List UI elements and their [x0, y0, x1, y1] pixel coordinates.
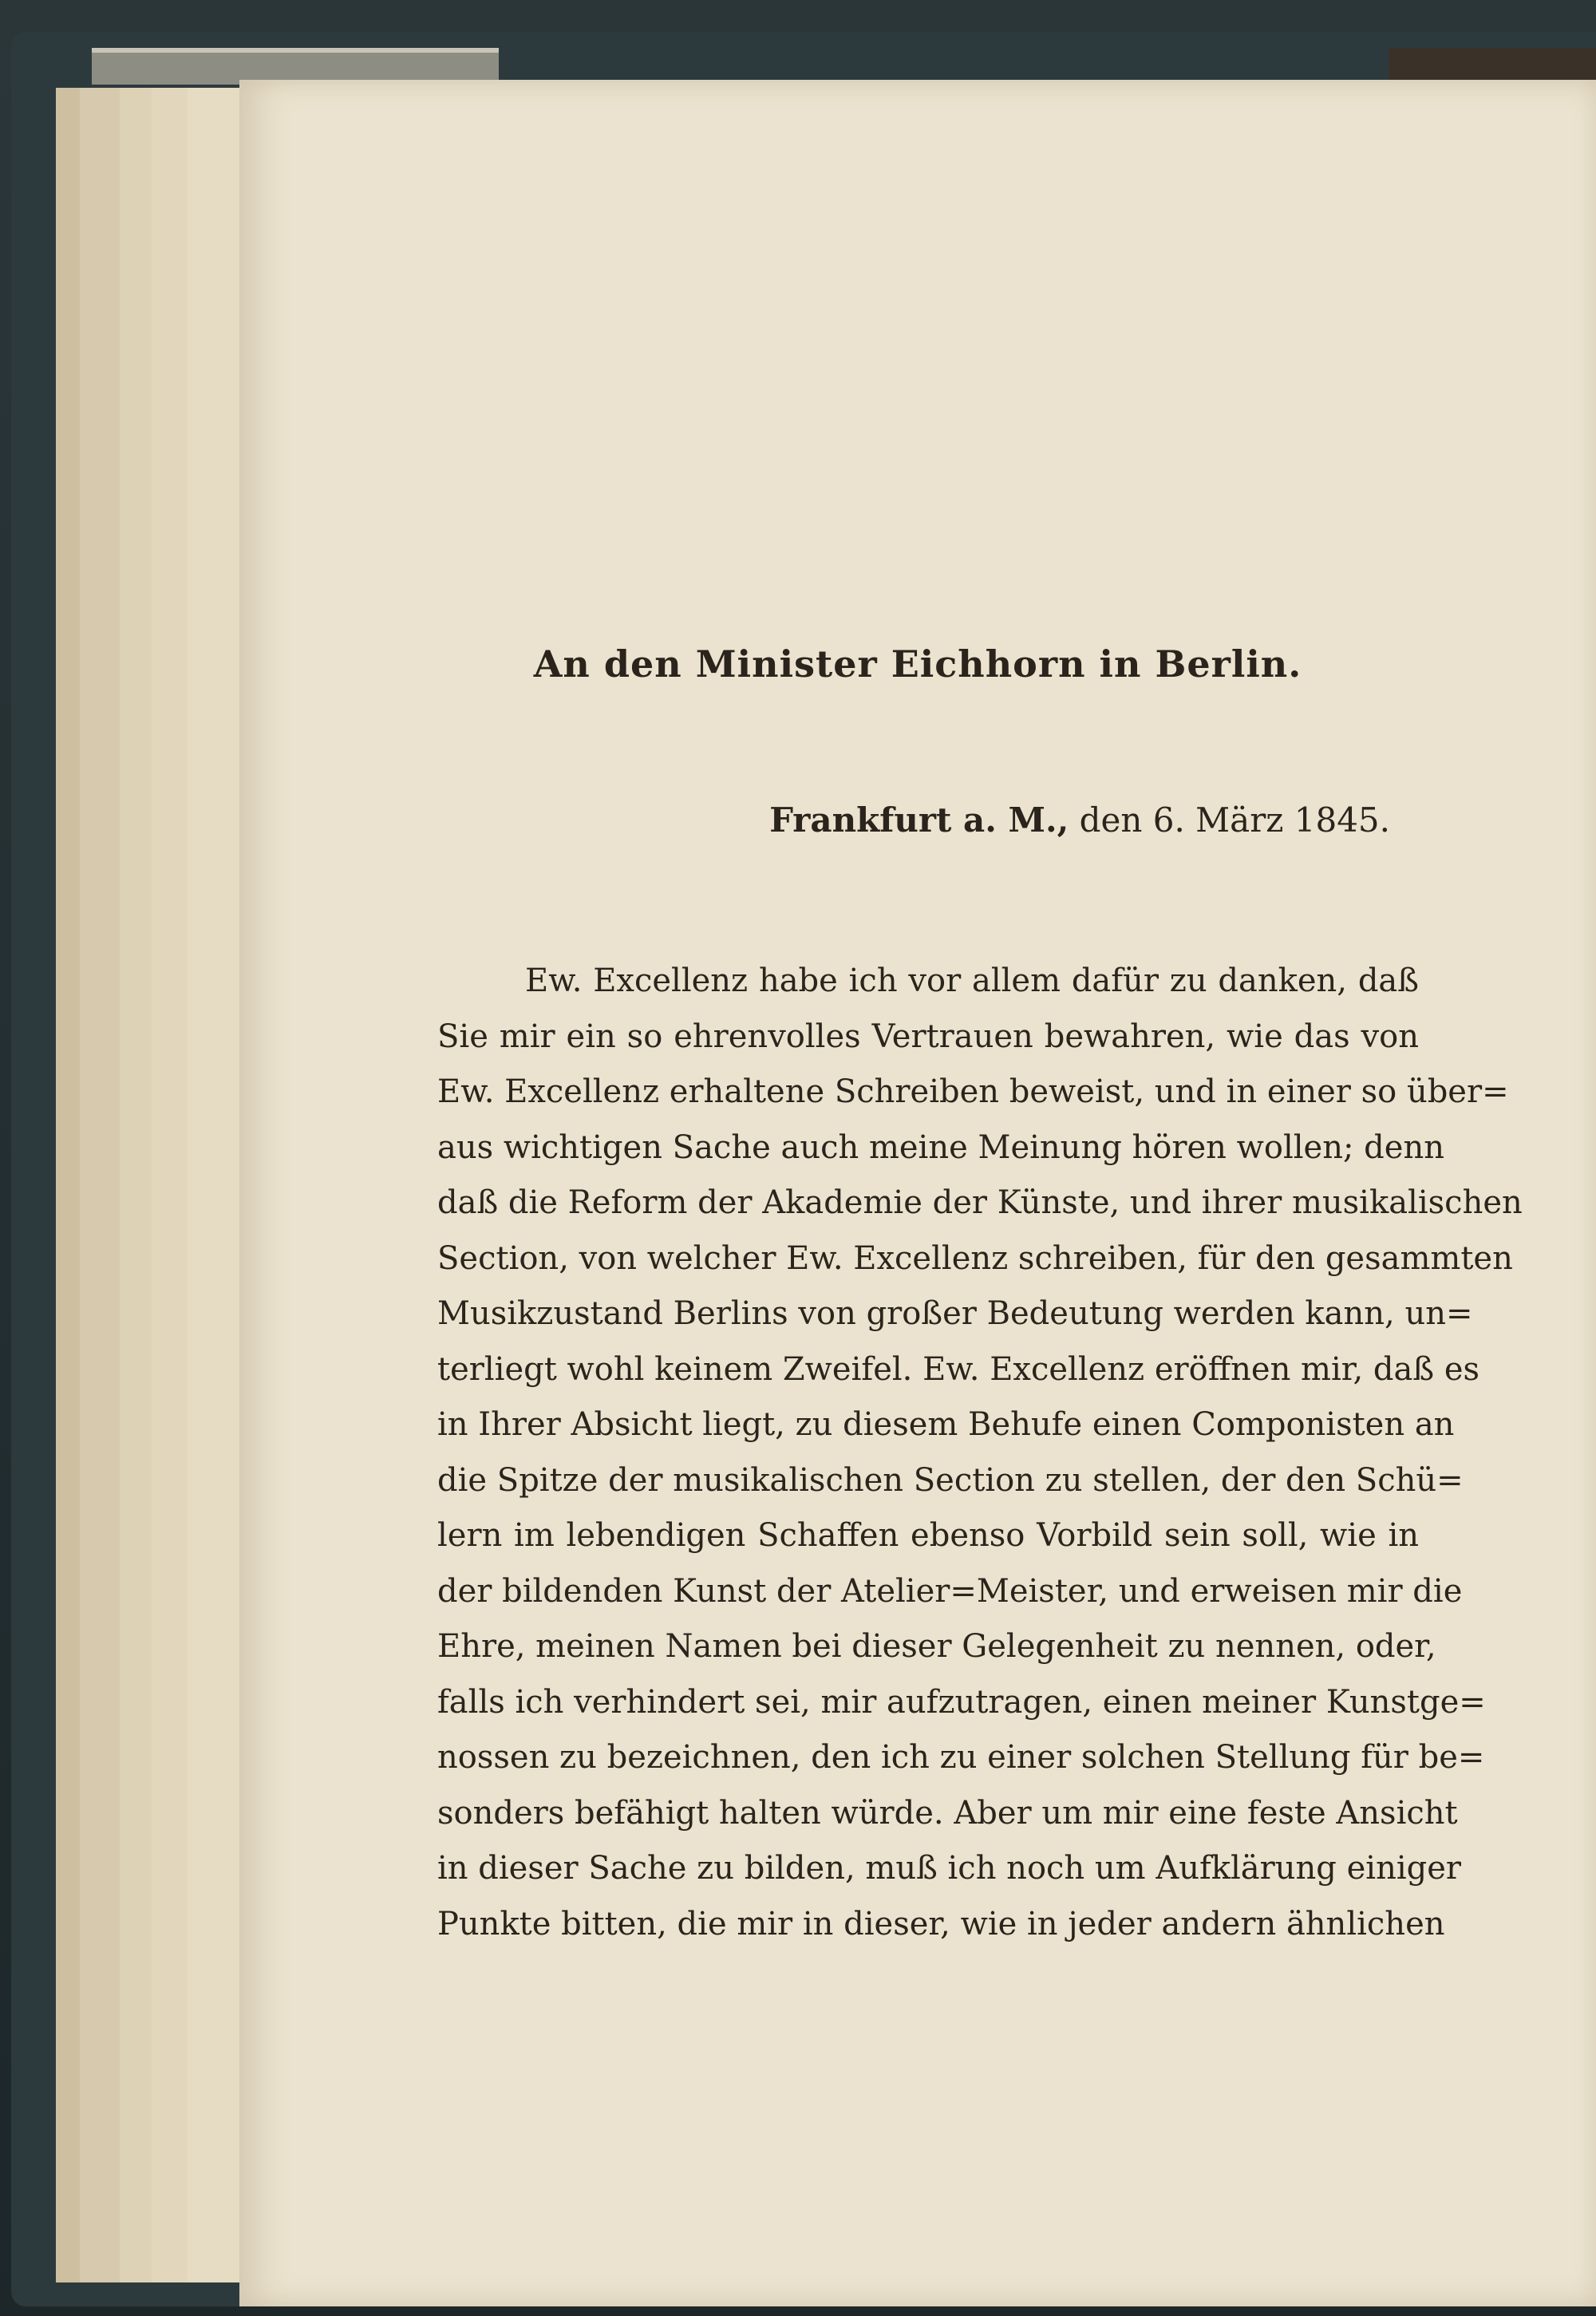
dateline-date: den 6. März 1845.	[1079, 800, 1390, 840]
body-line: Musikzustand Berlins von großer Bedeutung werden kann, un=	[437, 1295, 1473, 1332]
dateline	[769, 800, 1390, 840]
body-line: Ew. Excellenz habe ich vor allem dafür zu danken, daß	[525, 962, 1419, 999]
body-line: lern im lebendigen Schaffen ebenso Vorbild sein soll, wie in	[437, 1517, 1419, 1554]
body-line: die Spitze der musikalischen Section zu stellen, der den Schü=	[437, 1461, 1464, 1499]
body-line: in dieser Sache zu bilden, muß ich noch um Aufklärung einiger	[437, 1850, 1462, 1887]
body-line: der bildenden Kunst der Atelier=Meister, und erweisen mir die	[437, 1572, 1463, 1610]
body-line: nossen zu bezeichnen, den ich zu einer solchen Stellung für be=	[437, 1739, 1485, 1776]
body-line: Sie mir ein so ehrenvolles Vertrauen bewahren, wie das von	[437, 1018, 1419, 1055]
body-line: Ehre, meinen Namen bei dieser Gelegenheit zu nennen, oder,	[437, 1628, 1436, 1665]
body-line: falls ich verhindert sei, mir aufzutragen, einen meiner Kunstge=	[437, 1683, 1486, 1721]
body-line: daß die Reform der Akademie der Künste, und ihrer musikalischen	[437, 1184, 1523, 1221]
body-line: Punkte bitten, die mir in dieser, wie in jeder andern ähnlichen	[437, 1905, 1445, 1943]
letter-body	[437, 954, 1523, 1952]
body-line: sonders befähigt halten würde. Aber um mir eine feste Ansicht	[437, 1794, 1458, 1832]
body-line: terliegt wohl keinem Zweifel. Ew. Excellenz eröffnen mir, daß es	[437, 1350, 1480, 1388]
body-line: aus wichtigen Sache auch meine Meinung hören wollen; denn	[437, 1128, 1444, 1166]
body-line: Section, von welcher Ew. Excellenz schreiben, für den gesammten	[437, 1239, 1513, 1277]
dateline-place: Frankfurt a. M.,	[769, 800, 1069, 840]
body-line: in Ihrer Absicht liegt, zu diesem Behufe einen Componisten an	[437, 1406, 1455, 1443]
body-line: Ew. Excellenz erhaltene Schreiben beweist, und in einer so über=	[437, 1073, 1509, 1110]
letter-heading: An den Minister Eichhorn in Berlin.	[533, 642, 1302, 686]
